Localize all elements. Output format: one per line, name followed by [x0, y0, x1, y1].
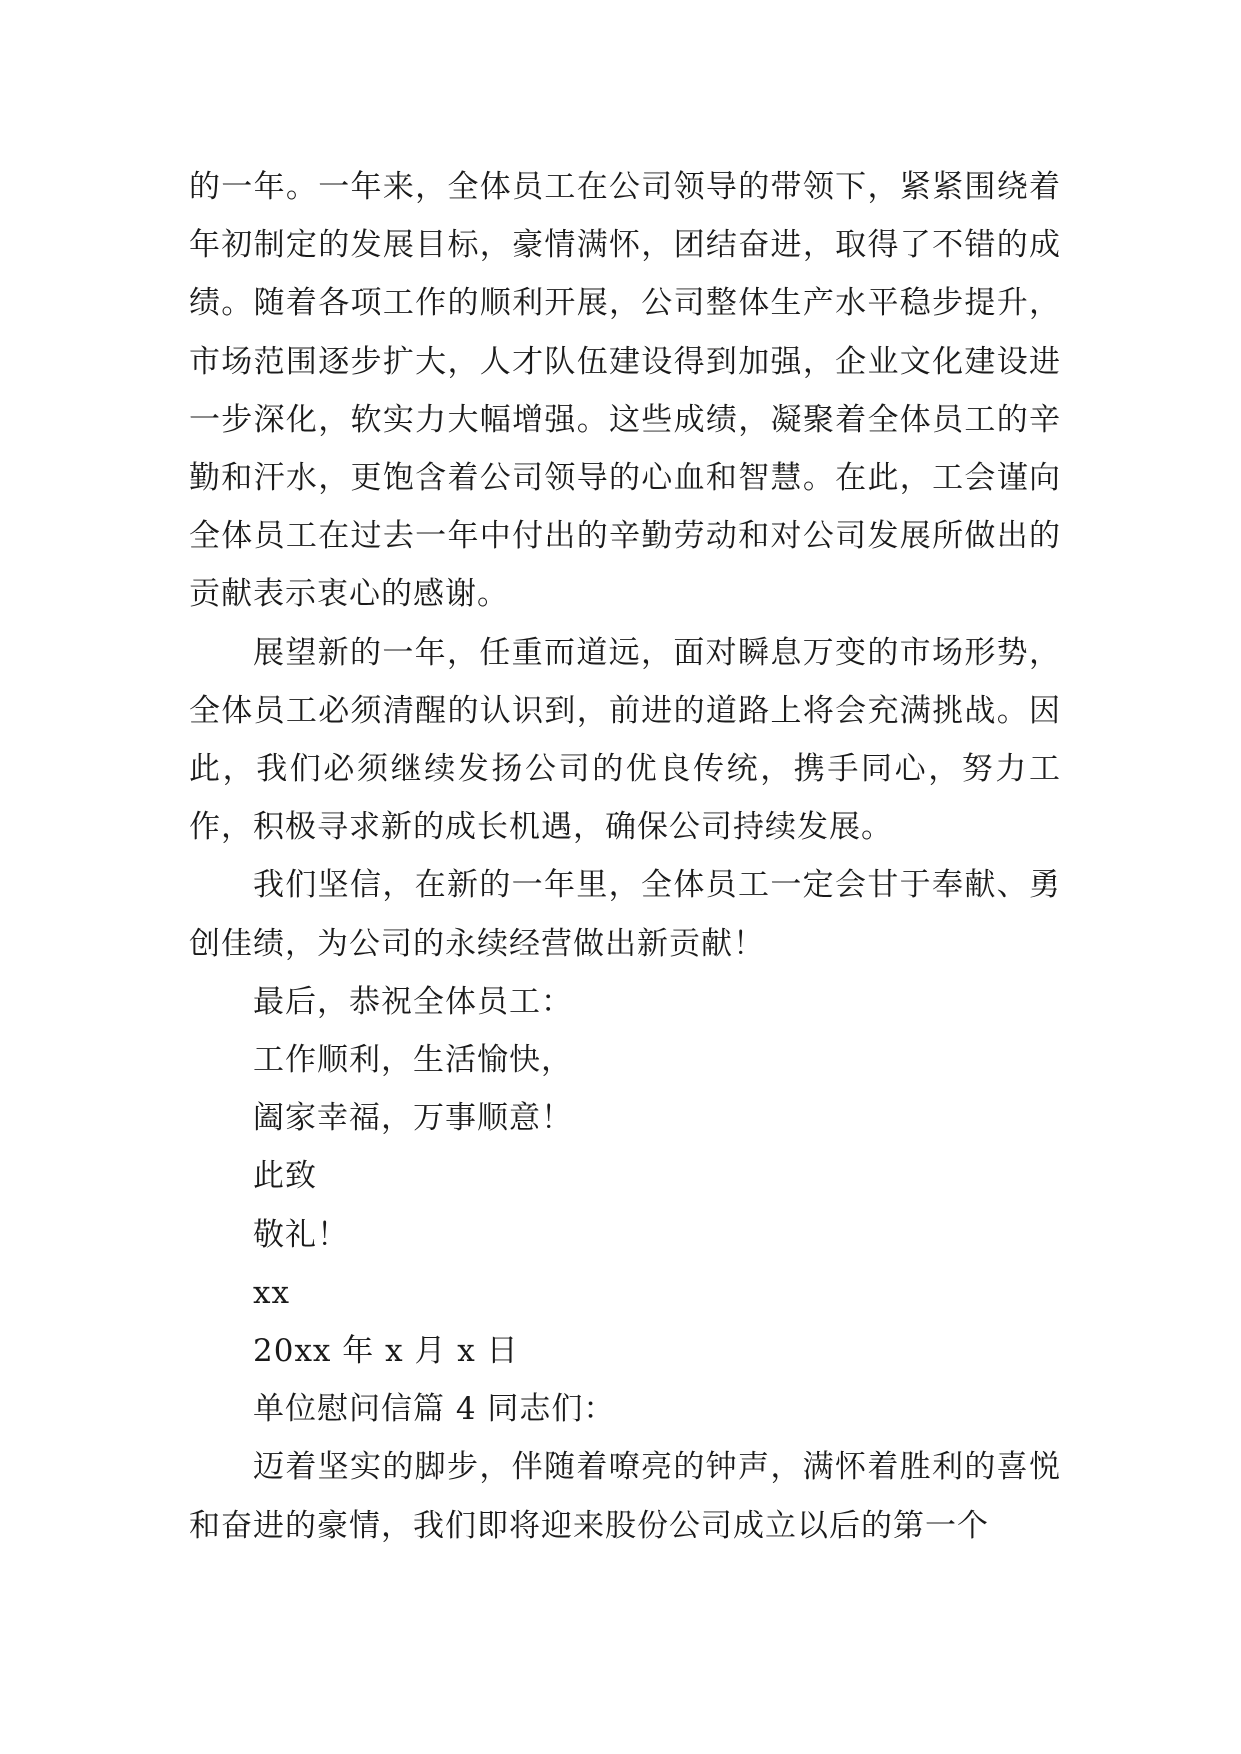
- wish-line-1: 工作顺利，生活愉快，: [253, 1042, 573, 1079]
- letter-body: [189, 158, 1061, 1555]
- paragraph-achievements: 的一年。一年来，全体员工在公司领导的带领下，紧紧围绕着年初制定的发展目标，豪情满怀，团结奋进，取得了不错的成绩。随着各项工作的顺利开展，公司整体生产水平稳步提升，市场范围逐步扩大，人才队伍建设得到加强，企业文化建设进一步深化，软实力大幅增强。这些成绩，凝聚着全体员工的辛勤和汗水，更饱含着公司领导的心血和智慧。在此，工会谨向全体员工在过去一年中付出的辛勤劳动和对公司发展所做出的贡献表示衷心的感谢。: [189, 169, 1061, 613]
- paragraph-new-letter: 迈着坚实的脚步，伴随着嘹亮的钟声，满怀着胜利的喜悦和奋进的豪情，我们即将迎来股份公司成立以后的第一个: [189, 1449, 1061, 1544]
- salutation-cizhi: 此致: [253, 1158, 317, 1195]
- signature: xx: [253, 1274, 290, 1311]
- salutation-jingli: 敬礼！: [253, 1216, 349, 1253]
- wish-line-2: 阖家幸福，万事顺意！: [253, 1100, 573, 1137]
- date: 20xx 年 x 月 x 日: [253, 1333, 519, 1370]
- paragraph-confidence: 我们坚信，在新的一年里，全体员工一定会甘于奉献、勇创佳绩，为公司的永续经营做出新贡献！: [189, 867, 1061, 962]
- section-heading: 单位慰问信篇 4 同志们：: [253, 1391, 616, 1428]
- closing-greeting: 最后，恭祝全体员工：: [253, 983, 573, 1020]
- paragraph-outlook: 展望新的一年，任重而道远，面对瞬息万变的市场形势，全体员工必须清醒的认识到，前进的道路上将会充满挑战。因此，我们必须继续发扬公司的优良传统，携手同心，努力工作，积极寻求新的成长机遇，确保公司持续发展。: [189, 634, 1061, 846]
